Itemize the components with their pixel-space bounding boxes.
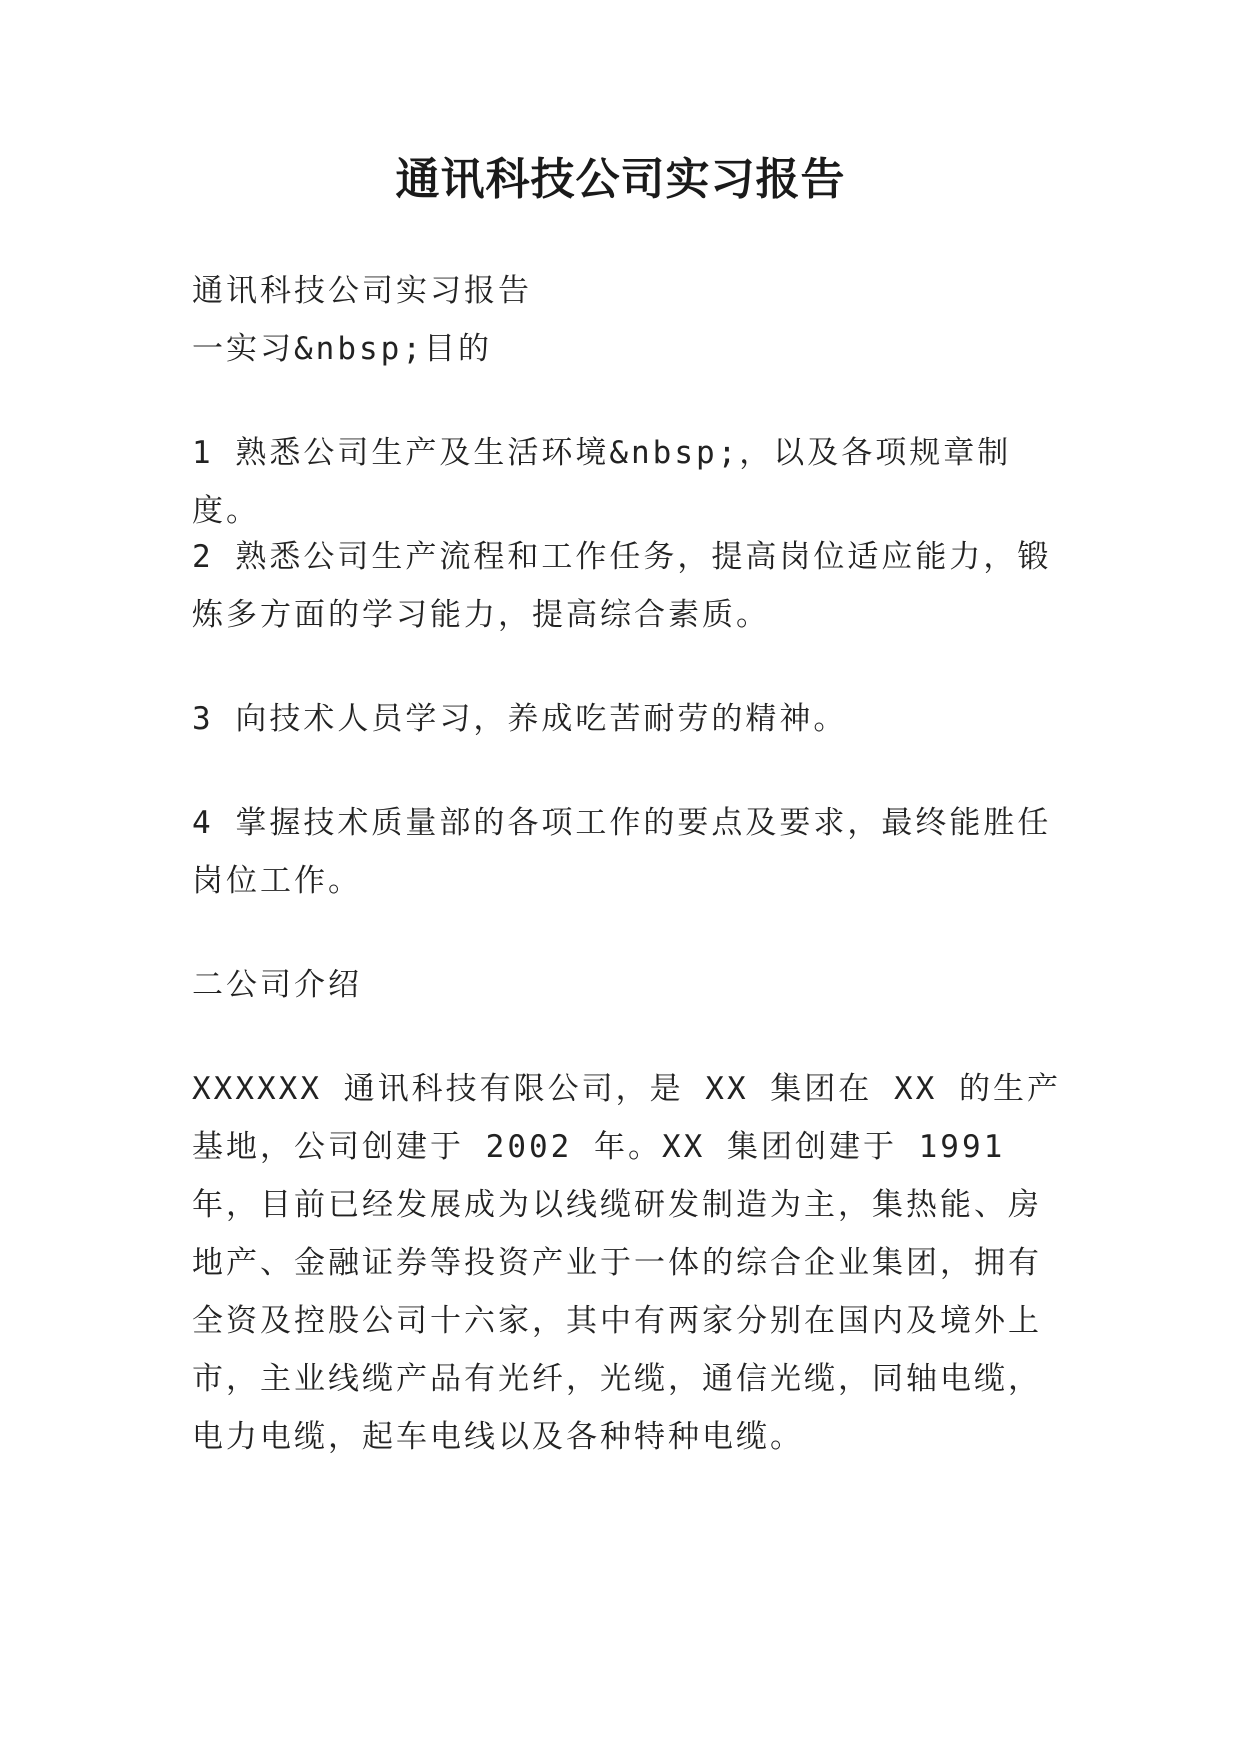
document-title: 通讯科技公司实习报告: [395, 154, 846, 205]
list-item-4: 4 掌握技术质量部的各项工作的要点及要求，最终能胜任岗位工作。: [192, 805, 1052, 899]
body-paragraph: [192, 262, 1062, 320]
section-heading-company: 二公司介绍: [192, 967, 362, 1003]
list-item-2: 2 熟悉公司生产流程和工作任务，提高岗位适应能力，锻炼多方面的学习能力，提高综合素质。: [192, 539, 1052, 633]
paragraph-heading-repeat: 通讯科技公司实习报告: [192, 273, 532, 309]
company-intro-paragraph: XXXXXX 通讯科技有限公司，是 XX 集团在 XX 的生产基地，公司创建于 2002 年。XX 集团创建于 1991 年，目前已经发展成为以线缆研发制造为主，集热能、房地产、金融证券等投资产业于一体的综合企业集团，拥有全资及控股公司十六家，其中有两家分别在国内及境外上市，主业线缆产品有光纤，光缆，通信光缆，同轴电缆，电力电缆，起车电线以及各种特种电缆。: [192, 1071, 1061, 1455]
body-paragraph: [192, 320, 1062, 378]
body-paragraph: [192, 690, 1062, 748]
body-paragraph: [192, 424, 1062, 540]
section-heading-purpose: 一实习&nbsp;目的: [192, 331, 492, 367]
list-item-3: 3 向技术人员学习，养成吃苦耐劳的精神。: [192, 701, 848, 737]
list-item-1: 1 熟悉公司生产及生活环境&nbsp;，以及各项规章制度。: [192, 435, 1012, 529]
body-paragraph: [192, 956, 1062, 1014]
body-paragraph: [192, 528, 1062, 644]
body-paragraph: [192, 1060, 1062, 1466]
body-paragraph: [192, 794, 1062, 910]
